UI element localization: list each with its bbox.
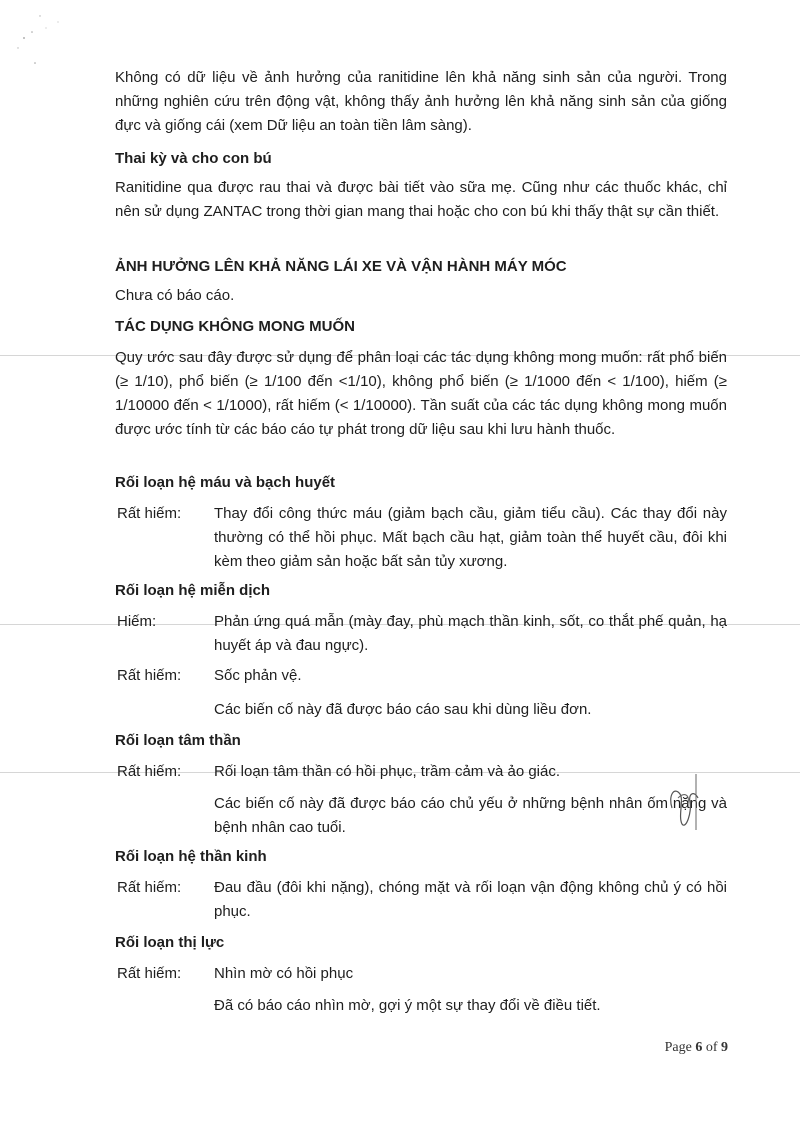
immune-term-1: Hiếm: bbox=[117, 613, 157, 630]
immune-term-2: Rất hiếm: bbox=[117, 667, 182, 684]
page-total: 9 bbox=[721, 1040, 728, 1055]
vision-note: Đã có báo cáo nhìn mờ, gợi ý một sự thay đổi về điều tiết. bbox=[214, 997, 601, 1014]
driving-paragraph: Chưa có báo cáo. bbox=[115, 287, 235, 304]
heading-driving: ẢNH HƯỞNG LÊN KHẢ NĂNG LÁI XE VÀ VẬN HÀNH MÁY MÓC bbox=[115, 258, 567, 275]
handwritten-initials bbox=[660, 768, 710, 838]
immune-note: Các biến cố này đã được báo cáo sau khi dùng liều đơn. bbox=[214, 701, 592, 718]
heading-immune: Rối loạn hệ miễn dịch bbox=[115, 582, 271, 599]
page-of: of bbox=[705, 1040, 718, 1055]
heading-blood: Rối loạn hệ máu và bạch huyết bbox=[115, 474, 336, 491]
heading-adverse-effects: TÁC DỤNG KHÔNG MONG MUỐN bbox=[115, 318, 355, 335]
heading-psychiatric: Rối loạn tâm thần bbox=[115, 732, 241, 749]
immune-definition-2: Sốc phản vệ. bbox=[214, 667, 302, 684]
nervous-definition: Đau đầu (đôi khi nặng), chóng mặt và rối loạn vận động không chủ ý có hồi phục. bbox=[214, 879, 727, 920]
pregnancy-paragraph: Ranitidine qua được rau thai và được bài tiết vào sữa mẹ. Cũng như các thuốc khác, chỉ nên sử dụng ZANTAC trong thời gian mang thai hoặc cho con bú khi thấy thật sự cần thiết. bbox=[115, 179, 727, 220]
psych-note: Các biến cố này đã được báo cáo chủ yếu ở những bệnh nhân ốm nặng và bệnh nhân cao tuổi. bbox=[214, 795, 727, 836]
page-prefix: Page bbox=[664, 1040, 692, 1055]
heading-vision: Rối loạn thị lực bbox=[115, 934, 225, 951]
adverse-intro-paragraph: Quy ước sau đây được sử dụng để phân loại các tác dụng không mong muốn: rất phổ biến (≥ 1/10), phổ biến (≥ 1/100 đến <1/10), không phổ biến (≥ 1/1000 đến < 1/100), hiếm (≥ 1/10000 đến < 1/1000), rất hiếm (< 1/10000). Tần suất của các tác dụng không mong muốn được ước tính từ các báo cáo tự phát trong dữ liệu sau khi lưu hành thuốc. bbox=[115, 349, 727, 438]
immune-definition-1: Phản ứng quá mẫn (mày đay, phù mạch thần kinh, sốt, co thắt phế quản, hạ huyết áp và đau ngực). bbox=[214, 613, 727, 654]
heading-nervous: Rối loạn hệ thần kinh bbox=[115, 848, 267, 865]
nervous-term: Rất hiếm: bbox=[117, 879, 182, 896]
psych-term: Rất hiếm: bbox=[117, 763, 182, 780]
scan-specks bbox=[10, 8, 70, 78]
vision-term: Rất hiếm: bbox=[117, 965, 182, 982]
fertility-paragraph: Không có dữ liệu về ảnh hưởng của ranitidine lên khả năng sinh sản của người. Trong những nghiên cứu trên động vật, không thấy ảnh hưởng lên khả năng sinh sản của giống đực và giống cái (xem Dữ liệu an toàn tiền lâm sàng). bbox=[115, 69, 727, 134]
page-number bbox=[640, 1040, 728, 1056]
heading-pregnancy: Thai kỳ và cho con bú bbox=[115, 150, 272, 167]
psych-definition: Rối loạn tâm thần có hồi phục, trầm cảm và ảo giác. bbox=[214, 763, 561, 780]
blood-definition: Thay đổi công thức máu (giảm bạch cầu, giảm tiểu cầu). Các thay đổi này thường có thể hồi phục. Mất bạch cầu hạt, giảm toàn thể huyết cầu, đôi khi kèm theo giảm sản hoặc bất sản tủy xương. bbox=[214, 505, 727, 570]
page-current: 6 bbox=[695, 1040, 703, 1055]
vision-definition: Nhìn mờ có hồi phục bbox=[214, 965, 354, 982]
blood-term: Rất hiếm: bbox=[117, 505, 182, 522]
